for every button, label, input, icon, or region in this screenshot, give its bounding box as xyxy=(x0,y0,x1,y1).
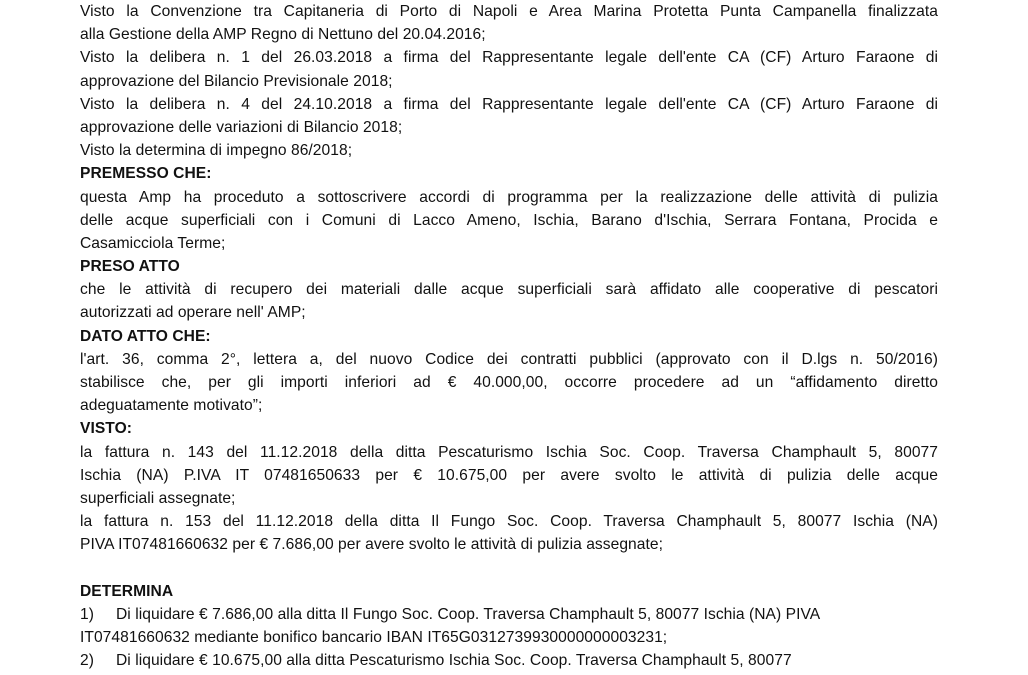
text-line: stabilisce che, per gli importi inferiori ad € 40.000,00, occorre procedere ad un “affidamento diretto xyxy=(80,374,938,391)
text-line: alla Gestione della AMP Regno di Nettuno del 20.04.2016; xyxy=(80,26,486,44)
list-item-text: Di liquidare € 7.686,00 alla ditta Il Fungo Soc. Coop. Traversa Champhault 5, 80077 Ischia (NA) PIVA xyxy=(116,605,821,623)
list-item-text: Di liquidare € 10.675,00 alla ditta Pescaturismo Ischia Soc. Coop. Traversa Champhault 5, 80077 xyxy=(116,652,792,670)
section-heading-determina: DETERMINA xyxy=(80,582,174,600)
text-line: l'art. 36, comma 2°, lettera a, del nuovo Codice dei contratti pubblici (approvato con il D.lgs n. 50/2016) xyxy=(80,350,938,368)
section-heading-preso-atto: PRESO ATTO xyxy=(80,258,180,276)
list-item-2 xyxy=(80,649,938,672)
section-heading-dato-atto: DATO ATTO CHE: xyxy=(80,327,211,345)
text-line: superficiali assegnate; xyxy=(80,489,236,507)
list-item-1 xyxy=(80,603,938,626)
text-line: Visto la determina di impegno 86/2018; xyxy=(80,142,353,160)
text-line: Visto la delibera n. 4 del 24.10.2018 a firma del Rappresentante legale dell'ente CA (CF) Arturo Faraone di xyxy=(80,95,938,113)
text-line: approvazione del Bilancio Previsionale 2018; xyxy=(80,72,393,90)
text-line: Visto la delibera n. 1 del 26.03.2018 a firma del Rappresentante legale dell'ente CA (CF) Arturo Faraone di xyxy=(80,49,938,67)
list-number: 2) xyxy=(80,652,94,670)
text-line: delle acque superficiali con i Comuni di Lacco Ameno, Ischia, Barano d'Ischia, Serrara Fontana, Procida e xyxy=(80,211,938,229)
text-line: Ischia (NA) P.IVA IT 07481650633 per € 10.675,00 per avere svolto le attività di pulizia delle acque xyxy=(80,466,938,484)
blank-line xyxy=(80,557,938,580)
section-heading-premesso: PREMESSO CHE: xyxy=(80,165,212,183)
list-number: 1) xyxy=(80,605,94,623)
text-line: Visto la Convenzione tra Capitaneria di Porto di Napoli e Area Marina Protetta Punta Campanella finalizzata xyxy=(80,3,938,20)
text-line: approvazione delle variazioni di Bilancio 2018; xyxy=(80,118,403,136)
text-line: la fattura n. 153 del 11.12.2018 della ditta Il Fungo Soc. Coop. Traversa Champhault 5, 80077 Ischia (NA) xyxy=(80,513,938,531)
text-line: IT07481660632 mediante bonifico bancario IBAN IT65G0312739930000000003231; xyxy=(80,629,668,647)
text-line: che le attività di recupero dei materiali dalle acque superficiali sarà affidato alle cooperative di pescatori xyxy=(80,281,938,299)
text-line: la fattura n. 143 del 11.12.2018 della ditta Pescaturismo Ischia Soc. Coop. Traversa Champhault 5, 80077 xyxy=(80,443,938,461)
text-line: PIVA IT07481660632 per € 7.686,00 per avere svolto le attività di pulizia assegnate; xyxy=(80,536,663,554)
text-line: adeguatamente motivato”; xyxy=(80,397,263,415)
text-line: autorizzati ad operare nell' AMP; xyxy=(80,304,306,322)
section-heading-visto: VISTO: xyxy=(80,420,132,438)
text-line: Casamicciola Terme; xyxy=(80,234,226,252)
text-line: questa Amp ha proceduto a sottoscrivere accordi di programma per la realizzazione delle attività di pulizia xyxy=(80,188,938,206)
document-body xyxy=(80,0,938,672)
